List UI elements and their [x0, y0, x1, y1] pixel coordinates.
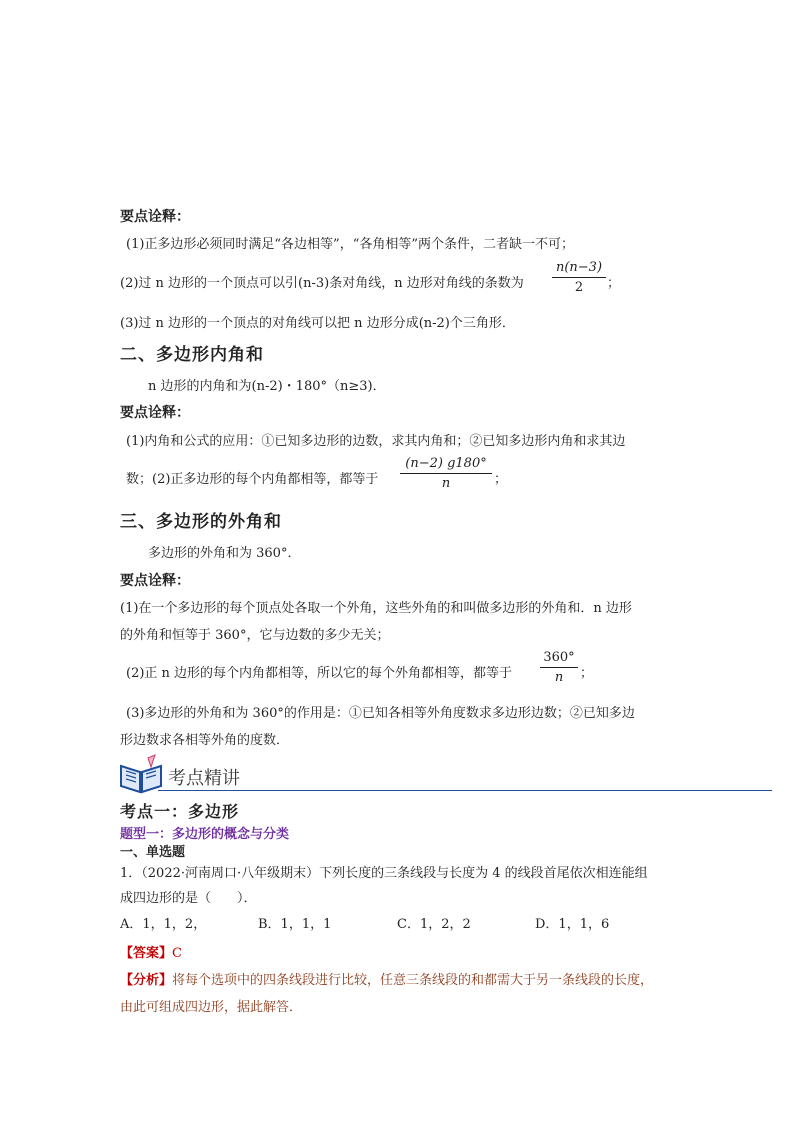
- analysis-label: 【分析】: [120, 973, 173, 988]
- section2-point-1: (1)内角和公式的应用：①已知多边形的边数，求其内角和；②已知多边形内角和求其边: [126, 434, 626, 449]
- section3-point-1b: 的外角和恒等于 360°，它与边数的多少无关；: [120, 628, 390, 643]
- key-points-label-2: 要点诠释：: [120, 405, 190, 421]
- answer-label: 【答案】: [120, 946, 173, 961]
- section2-point-2-end: ；: [494, 472, 508, 487]
- section2-point-2: 数；(2)正多边形的每个内角都相等，都等于: [126, 472, 379, 487]
- analysis-line-a: [120, 969, 653, 988]
- analysis-line-b: 由此可组成四边形，据此解答．: [120, 1000, 303, 1015]
- option-c: C．1，2，2: [397, 917, 471, 932]
- section3-point-3a: (3)多边形的外角和为 360°的作用是：①已知各相等外角度数求多边形边数；②已知多边: [126, 706, 635, 721]
- section1-point-3: (3)过 n 边形的一个顶点的对角线可以把 n 边形分成(n-2)个三角形．: [120, 316, 515, 331]
- diagonal-count-fraction: [552, 260, 606, 295]
- kaodian-title: 考点一：多边形: [120, 802, 240, 821]
- section2-formula: n 边形的内角和为(n-2)・180°（n≥3)．: [148, 379, 386, 394]
- exterior-angle-fraction: [540, 650, 578, 685]
- key-points-label-1: 要点诠释：: [120, 209, 190, 225]
- option-a: A．1，1，2，: [120, 917, 207, 932]
- section3-formula: 多边形的外角和为 360°．: [148, 546, 301, 561]
- section3-point-2-end: ；: [580, 666, 594, 681]
- book-icon: [118, 754, 164, 794]
- question-1b: 成四边形的是（ ）．: [120, 891, 257, 906]
- section2-heading: 二、多边形内角和: [120, 345, 264, 365]
- interior-angle-fraction: [400, 456, 492, 491]
- option-b: B．1，1，1: [258, 917, 332, 932]
- analysis-text-a: 将每个选项中的四条线段进行比较，任意三条线段的和都需大于另一条线段的长度，: [172, 973, 654, 988]
- key-points-label-3: 要点诠释：: [120, 573, 190, 589]
- fraction-denominator: n: [441, 476, 451, 491]
- fraction-numerator: 360°: [543, 650, 575, 665]
- fraction-numerator: (n−2) g180°: [405, 456, 487, 471]
- fraction-numerator: n(n−3): [555, 260, 603, 275]
- tixing-title: 题型一：多边形的概念与分类: [120, 827, 290, 842]
- fraction-denominator: 2: [574, 280, 584, 295]
- section1-point-2-text: (2)过 n 边形的一个顶点可以引(n-3)条对角线，n 边形对角线的条数为: [120, 276, 524, 291]
- answer-line: [120, 942, 182, 961]
- section3-point-3b: 形边数求各相等外角的度数．: [120, 733, 290, 748]
- banner-divider: [158, 790, 772, 791]
- section1-point-1: (1)正多边形必须同时满足“各边相等”，“各角相等”两个条件，二者缺一不可；: [126, 237, 574, 252]
- option-d: D．1，1，6: [535, 917, 610, 932]
- section3-point-1a: (1)在一个多边形的每个顶点处各取一个外角，这些外角的和叫做多边形的外角和．n 边形: [120, 601, 632, 616]
- section1-point-2-end: ；: [607, 276, 621, 291]
- section1-point-2: [120, 272, 524, 291]
- section3-point-2: (2)正 n 边形的每个内角都相等，所以它的每个外角都相等，都等于: [126, 666, 513, 681]
- question-type: 一、单选题: [120, 845, 186, 860]
- answer-value: C: [172, 946, 182, 961]
- section3-heading: 三、多边形的外角和: [120, 512, 282, 532]
- fraction-denominator: n: [554, 670, 564, 685]
- question-1a: 1．（2022·河南周口·八年级期末）下列长度的三条线段与长度为 4 的线段首尾依次相连能组: [120, 866, 648, 881]
- banner-title: 考点精讲: [168, 768, 240, 789]
